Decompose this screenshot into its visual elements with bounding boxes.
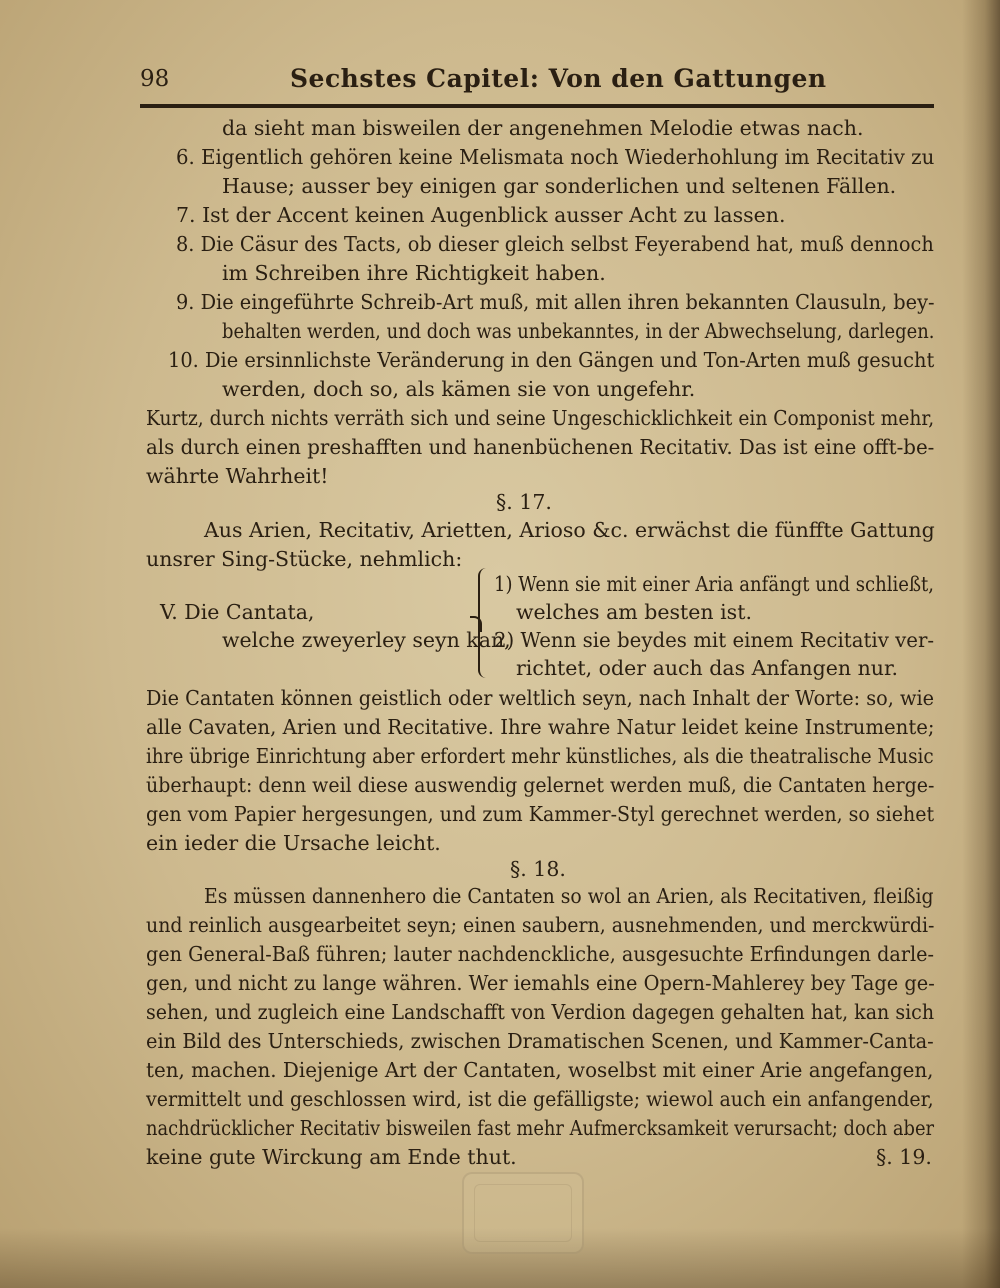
text-line: als durch einen preshafften und hanenbüchenen Recitativ. Das ist eine offt-be- — [146, 435, 935, 459]
text-line: richtet, oder auch das Anfangen nur. — [516, 656, 899, 680]
library-stamp-inner — [474, 1184, 572, 1242]
text-line: 1) Wenn sie mit einer Aria anfängt und schließt, — [494, 572, 934, 596]
text-line: 8. Die Cäsur des Tacts, ob dieser gleich selbst Feyerabend hat, muß dennoch — [176, 232, 934, 256]
text-line: ein ieder die Ursache leicht. — [146, 831, 441, 855]
page-edge-shadow — [962, 0, 1000, 1288]
text-line: sehen, und zugleich eine Landschafft von Verdion dagegen gehalten hat, kan sich — [146, 1000, 935, 1024]
text-line: alle Cavaten, Arien und Recitative. Ihre wahre Natur leidet keine Instrumente; — [146, 715, 935, 739]
text-line: Hause; ausser bey einigen gar sonderlichen und seltenen Fällen. — [222, 174, 897, 198]
text-line: werden, doch so, als kämen sie von ungefehr. — [222, 377, 696, 401]
text-line: und reinlich ausgearbeitet seyn; einen saubern, ausnehmenden, und merckwürdi- — [146, 913, 935, 937]
text-line: gen vom Papier hergesungen, und zum Kammer-Styl gerechnet werden, so siehet — [146, 802, 935, 826]
text-line: welche zweyerley seyn kan, — [222, 628, 511, 652]
text-line: keine gute Wirckung am Ende thut. — [146, 1145, 517, 1169]
page-number: 98 — [140, 66, 170, 92]
text-line: ihre übrige Einrichtung aber erfordert mehr künstliches, als die theatralische Music — [146, 744, 934, 768]
header-rule — [140, 104, 934, 108]
text-line: vermittelt und geschlossen wird, ist die gefälligste; wiewol auch ein anfangender, — [146, 1087, 934, 1111]
catchword: §. 19. — [876, 1145, 932, 1169]
running-head: Sechstes Capitel: Von den Gattungen — [290, 64, 827, 93]
text-line: Aus Arien, Recitativ, Arietten, Arioso &c. erwächst die fünffte Gattung — [204, 518, 935, 542]
page-header — [140, 66, 932, 102]
brace-point — [470, 616, 482, 632]
text-line: überhaupt: denn weil diese auswendig gelernet werden muß, die Cantaten herge- — [146, 773, 935, 797]
text-line: ten, machen. Diejenige Art der Cantaten, woselbst mit einer Arie angefangen, — [146, 1058, 934, 1082]
text-line: da sieht man bisweilen der angenehmen Melodie etwas nach. — [222, 116, 864, 140]
text-line: 7. Ist der Accent keinen Augenblick ausser Acht zu lassen. — [176, 203, 786, 227]
text-line: unsrer Sing-Stücke, nehmlich: — [146, 547, 463, 571]
text-line: gen General-Baß führen; lauter nachdenckliche, ausgesuchte Erfindungen darle- — [146, 942, 934, 966]
text-line: ein Bild des Unterschieds, zwischen Dramatischen Scenen, und Kammer-Canta- — [146, 1029, 934, 1053]
text-line: Es müssen dannenhero die Cantaten so wol an Arien, als Recitativen, fleißig — [204, 884, 934, 908]
text-line: Kurtz, durch nichts verräth sich und seine Ungeschicklichkeit ein Componist mehr, — [146, 406, 935, 430]
text-line: im Schreiben ihre Richtigkeit haben. — [222, 261, 606, 285]
text-line: nachdrücklicher Recitativ bisweilen fast mehr Aufmercksamkeit verursacht; doch aber — [146, 1116, 935, 1140]
text-line: 10. Die ersinnlichste Veränderung in den Gängen und Ton-Arten muß gesucht — [168, 348, 935, 372]
text-line: welches am besten ist. — [516, 600, 752, 624]
text-line: währte Wahrheit! — [146, 464, 329, 488]
text-line: 9. Die eingeführte Schreib-Art muß, mit allen ihren bekannten Clausuln, bey- — [176, 290, 935, 314]
text-line: gen, und nicht zu lange währen. Wer iemahls eine Opern-Mahlerey bey Tage ge- — [146, 971, 935, 995]
library-stamp — [462, 1172, 584, 1254]
text-line: 6. Eigentlich gehören keine Melismata noch Wiederhohlung im Recitativ zu — [176, 145, 935, 169]
text-line: behalten werden, und doch was unbekanntes, in der Abwechselung, darlegen. — [222, 319, 935, 343]
text-line: V. Die Cantata, — [160, 600, 315, 624]
text-line: 2) Wenn sie beydes mit einem Recitativ ver- — [494, 628, 935, 652]
text-line: Die Cantaten können geistlich oder weltlich seyn, nach Inhalt der Worte: so, wie — [146, 686, 935, 710]
section-heading: §. 17. — [496, 490, 552, 514]
section-heading: §. 18. — [510, 857, 566, 881]
